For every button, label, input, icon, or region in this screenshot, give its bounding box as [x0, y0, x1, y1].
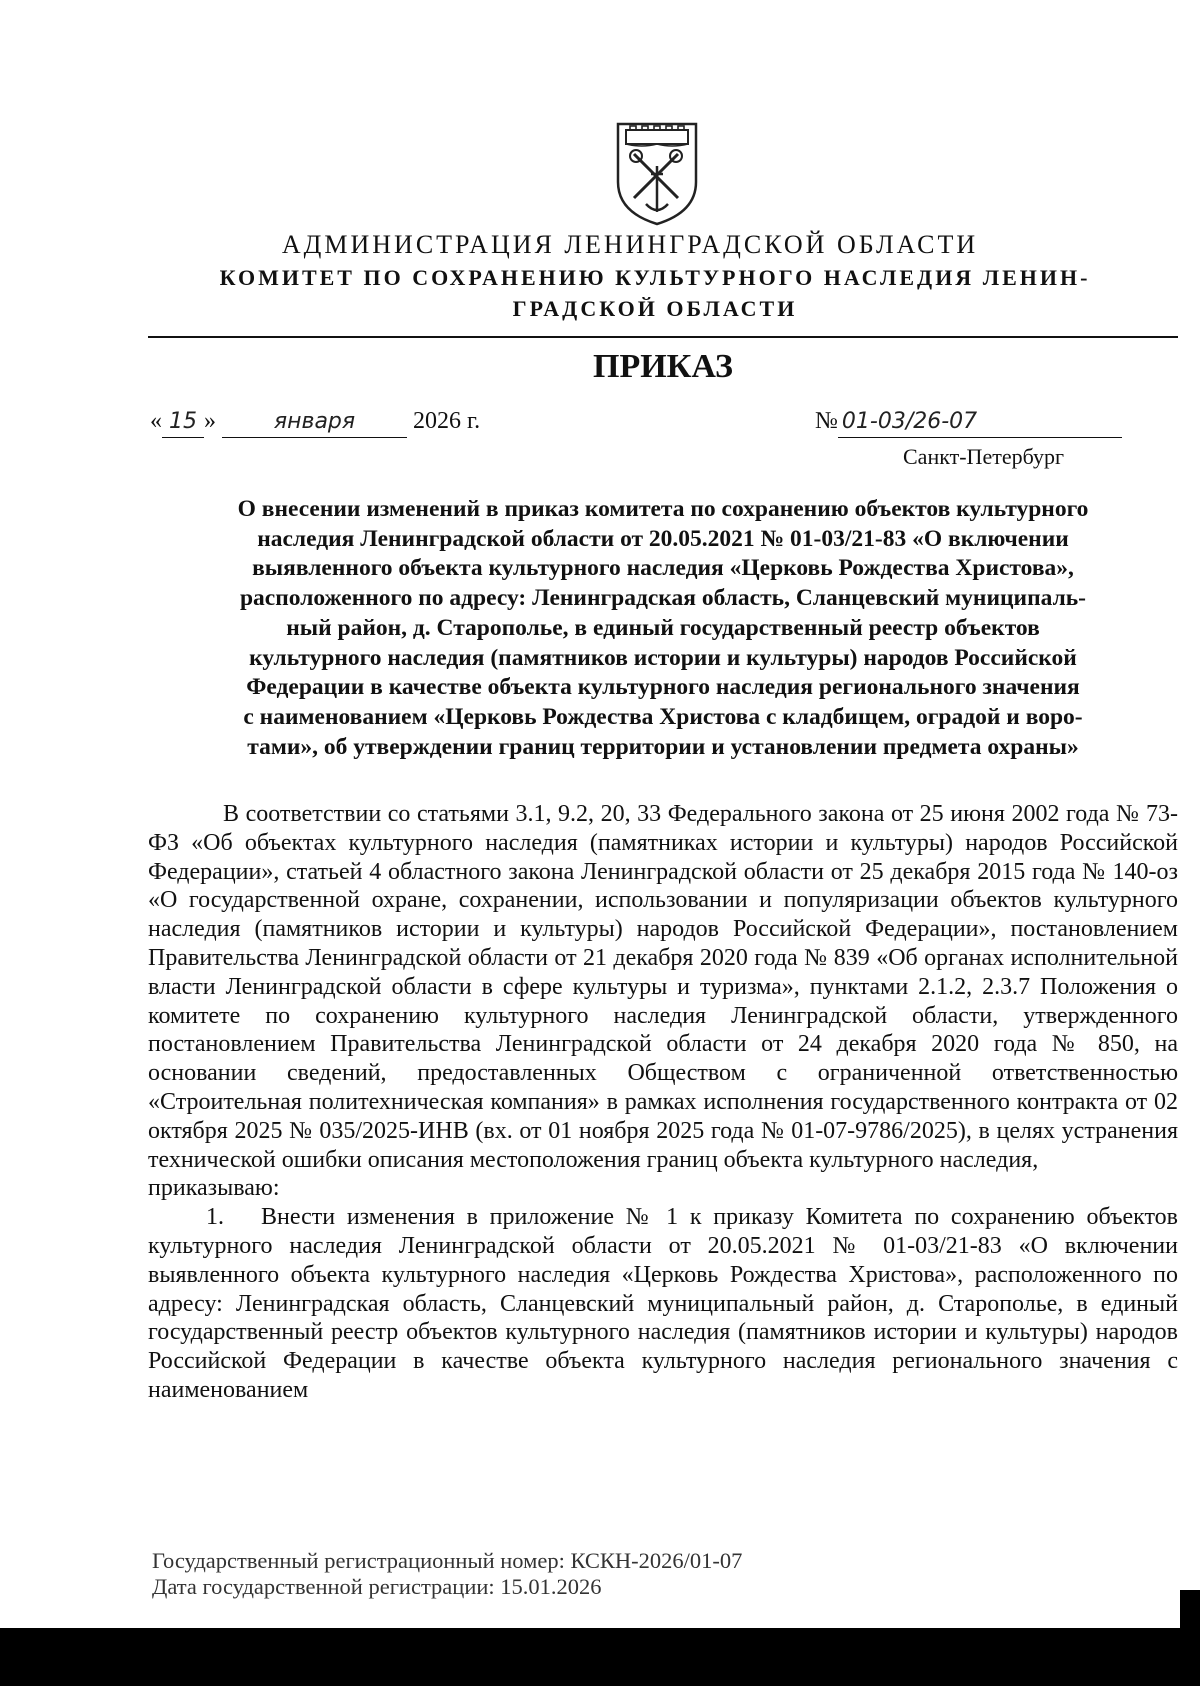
- title-line: О внесении изменений в приказ комитета по сохранению объектов культурного: [237, 496, 1089, 522]
- title-line: культурного наследия (памятников истории и культуры) народов Российской: [249, 644, 1077, 671]
- preamble-paragraph: В соответствии со статьями 3.1, 9.2, 20, 33 Федерального закона от 25 июня 2002 года № 73-ФЗ «Об объектах культурного наследия (памятниках истории и культуры) народов Российской Федерации», статьей 4 областного закона Ленинградской области от 25 декабря 2015 года № 140-оз «О государственной охране, сохранении, использовании и популяризации объектов культурного наследия (памятников истории и культуры) народов Российской Федерации», постановлением Правительства Ленинградской области от 21 декабря 2020 года № 839 «Об органах исполнительной власти Ленинградской области в сфере культуры и туризма», пунктами 2.1.2, 2.3.7 Положения о комитете по сохранению культурного наследия Ленинградской области, утвержденного постановлением Правительства Ленинградской области от 24 декабря 2020 года № 850, на основании сведений, предоставленных Обществом с ограниченной ответственностью «Строительная политехническая компания» в рамках исполнения государственного контракта от 02 октября 2025 № 035/2025-ИНВ (вх. от 01 ноября 2025 года № 01-07-9786/2025), в целях устранения технической ошибки описания местоположения границ объекта культурного наследия,: [148, 801, 1178, 1173]
- title-line: расположенного по адресу: Ленинградская область, Сланцевский муниципаль-: [239, 585, 1087, 612]
- organization-committee: [130, 262, 1180, 324]
- document-type: ПРИКАЗ: [593, 348, 733, 385]
- item-1-number: 1.: [206, 1204, 224, 1231]
- registration-number: Государственный регистрационный номер: КСКН-2026/01-07: [152, 1548, 743, 1573]
- registration-date: Дата государственной регистрации: 15.01.2026: [152, 1574, 602, 1599]
- title-line: выявленного объекта культурного наследия «Церковь Рождества Христова»,: [252, 555, 1074, 582]
- title-line: ный район, д. Старополье, в единый государственный реестр объектов: [286, 614, 1040, 641]
- document-title: [148, 495, 1178, 762]
- date-year: 2026 г.: [413, 408, 481, 434]
- document-body: [148, 800, 1178, 1405]
- organization-line-1: АДМИНИСТРАЦИЯ ЛЕНИНГРАДСКОЙ ОБЛАСТИ: [281, 230, 979, 259]
- title-line: Федерации в качестве объекта культурного наследия регионального значения: [246, 674, 1080, 701]
- title-line: наследия Ленинградской области от 20.05.2021 № 01-03/21-83 «О включении: [257, 525, 1069, 552]
- date-open-quote: «: [150, 408, 162, 434]
- organization-line-3: ГРАДСКОЙ ОБЛАСТИ: [512, 296, 798, 321]
- document-number: [815, 408, 1122, 438]
- document-city: Санкт-Петербург: [903, 444, 1064, 469]
- order-word: приказываю:: [148, 1175, 280, 1202]
- date-close-quote: »: [204, 408, 216, 434]
- date-month: января: [222, 409, 407, 438]
- scan-bottom-border: [0, 1628, 1200, 1686]
- organization-line-2: КОМИТЕТ ПО СОХРАНЕНИЮ КУЛЬТУРНОГО НАСЛЕДИЯ ЛЕНИН-: [219, 265, 1091, 290]
- order-item-1: [148, 1203, 1178, 1405]
- header-divider: [148, 336, 1178, 338]
- title-line: с наименованием «Церковь Рождества Христова с кладбищем, оградой и воро-: [243, 703, 1083, 730]
- number-value: 01-03/26-07: [838, 409, 1122, 438]
- coat-of-arms-icon: [612, 120, 702, 228]
- date-day: 15: [162, 409, 204, 438]
- item-1-text: Внести изменения в приложение № 1 к приказу Комитета по сохранению объектов культурного наследия Ленинградской области от 20.05.2021 № 01-03/21-83 «О включении выявленного объекта культурного наследия «Церковь Рождества Христова», расположенного по адресу: Ленинградская область, Сланцевский муниципальный район, д. Старополье, в единый государственный реестр объектов культурного наследия (памятников истории и культуры) народов Российской Федерации в качестве объекта культурного наследия регионального значения с наименованием: [148, 1204, 1178, 1403]
- number-label: №: [815, 408, 838, 434]
- registration-stamp: [152, 1548, 742, 1600]
- title-line: тами», об утверждении границ территории и установлении предмета охраны»: [247, 733, 1079, 760]
- document-date: [150, 408, 480, 448]
